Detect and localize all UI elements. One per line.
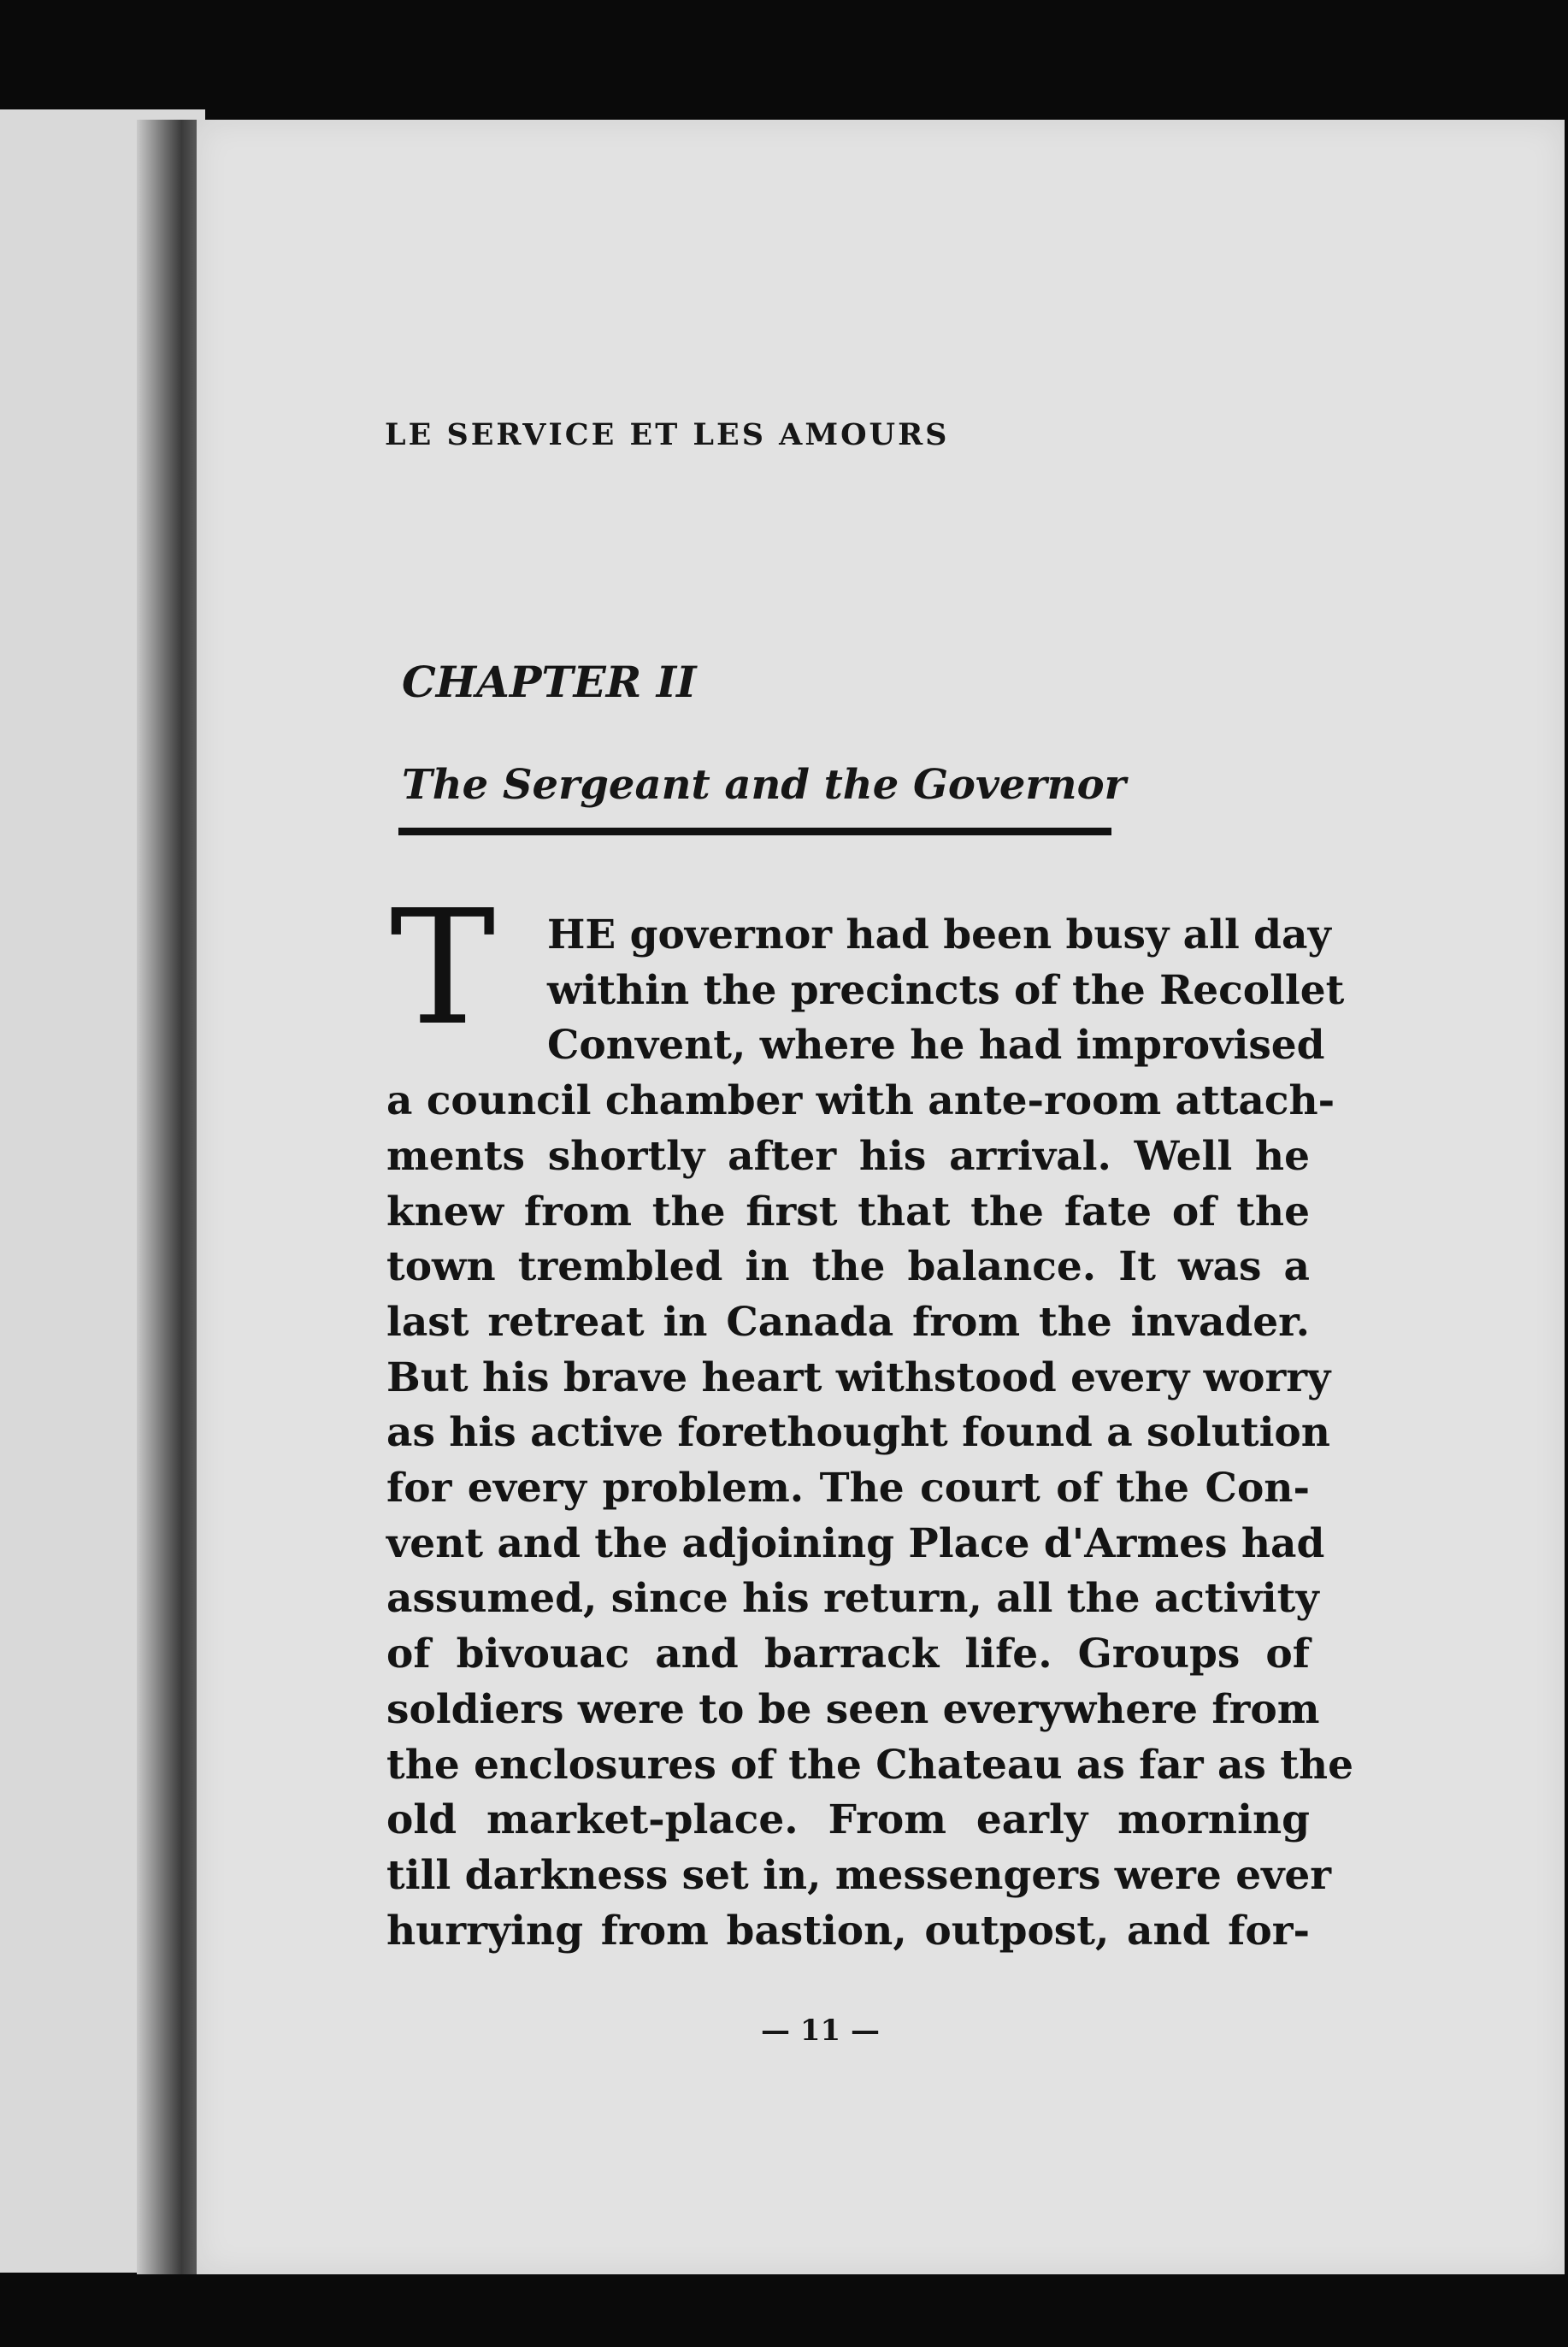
text-line: for every problem. The court of the Con- (386, 1465, 1310, 1513)
page-number: — 11 — (761, 2014, 880, 2048)
text-line: assumed, since his return, all the activity (386, 1575, 1319, 1623)
text-line: of bivouac and barrack life. Groups of (386, 1631, 1310, 1678)
body-paragraph (386, 908, 1354, 1959)
chapter-title: The Sergeant and the Governor (402, 761, 1126, 809)
text-line: town trembled in the balance. It was a (386, 1243, 1310, 1291)
text-line: as his active forethought found a solution (386, 1409, 1330, 1457)
text-line: a council chamber with ante-room attach- (386, 1077, 1335, 1125)
text-line: vent and the adjoining Place d'Armes had (386, 1519, 1325, 1567)
text-line: hurrying from bastion, outpost, and for- (386, 1907, 1310, 1955)
text-line: HE governor had been busy all day (547, 911, 1331, 958)
chapter-label: CHAPTER II (402, 657, 697, 707)
text-line: But his brave heart withstood every worry (386, 1353, 1331, 1401)
running-head: LE SERVICE ET LES AMOURS (385, 417, 950, 452)
text-line: knew from the first that the fate of the (386, 1188, 1310, 1235)
text-line: within the precincts of the Recollet (547, 966, 1345, 1014)
text-line: soldiers were to be seen everywhere from (386, 1685, 1320, 1733)
text-line: old market-place. From early morning (386, 1796, 1310, 1844)
title-rule (398, 828, 1111, 835)
text-line: last retreat in Canada from the invader. (386, 1298, 1310, 1346)
text-line: ments shortly after his arrival. Well he (386, 1132, 1310, 1180)
drop-cap: T (390, 876, 496, 1060)
text-line: the enclosures of the Chateau as far as the (386, 1741, 1354, 1789)
text-line: Convent, where he had improvised (547, 1022, 1325, 1070)
text-line: till darkness set in, messengers were ever (386, 1851, 1332, 1899)
